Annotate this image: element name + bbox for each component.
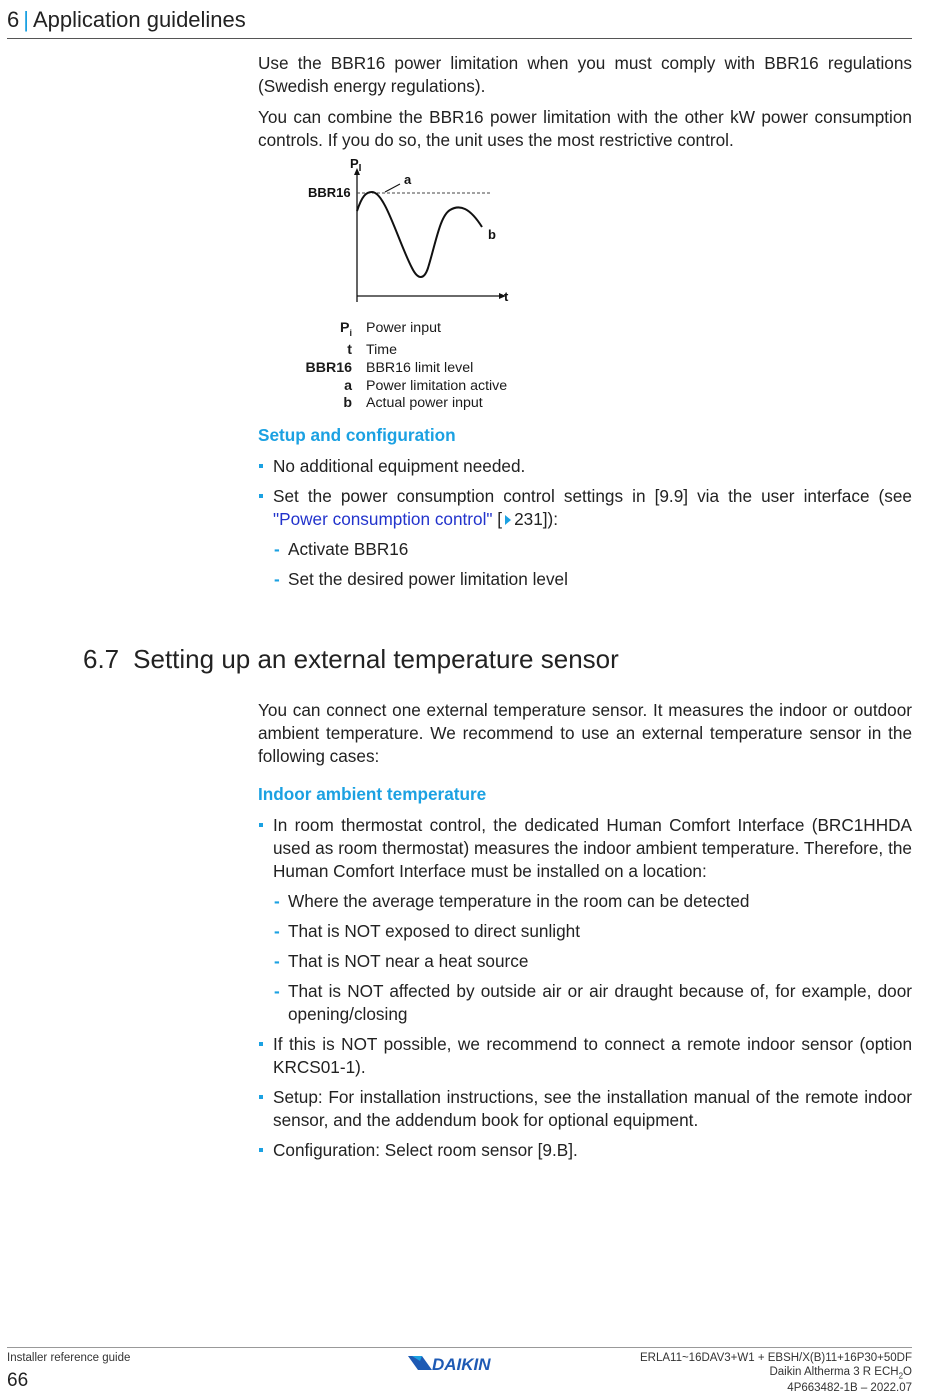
sensor-intro: You can connect one external temperature sensor. It measures the indoor or outdoor ambient temperature. We recommend to use an external temperature sensor in the following cases: bbox=[258, 700, 912, 766]
legend-key: a bbox=[344, 377, 352, 394]
header-separator: | bbox=[23, 7, 29, 32]
actual-power-curve bbox=[357, 192, 482, 277]
setup-heading: Setup and configuration bbox=[258, 425, 456, 445]
list-item: If this is NOT possible, we recommend to connect a remote indoor sensor (option KRCS01-1). bbox=[258, 1033, 912, 1079]
legend-row bbox=[300, 320, 507, 342]
legend-desc: Power limitation active bbox=[366, 377, 508, 394]
section-heading: Setting up an external temperature sensor bbox=[133, 644, 619, 674]
y-axis-label: $P_I$ bbox=[350, 156, 362, 174]
list-item: - That is NOT near a heat source bbox=[273, 950, 912, 973]
legend-row bbox=[300, 395, 507, 413]
chapter-number: 6 bbox=[7, 7, 20, 32]
legend-key: t bbox=[347, 342, 352, 359]
footer-divider bbox=[7, 1347, 912, 1348]
bbr16-limit-label: BBR16 bbox=[308, 185, 351, 200]
daikin-wordmark: DAIKIN bbox=[432, 1355, 491, 1374]
legend-desc: BBR16 limit level bbox=[366, 360, 474, 377]
list-item: - Activate BBR16 bbox=[273, 538, 912, 561]
intro-paragraph-1: Use the BBR16 power limitation when you must comply with BBR16 regulations (Swedish energy regulations). bbox=[258, 53, 912, 96]
bullet-text: [ bbox=[492, 509, 503, 529]
legend-key: P bbox=[340, 320, 350, 336]
list-item bbox=[258, 814, 912, 1026]
chapter-title: Application guidelines bbox=[32, 7, 246, 32]
model-line: ERLA11~16DAV3+W1 + EBSH/X(B)11+16P30+50DF bbox=[639, 1352, 912, 1364]
legend-desc: Actual power input bbox=[366, 395, 483, 412]
legend-row bbox=[300, 342, 507, 360]
bullet-text: Set the power consumption control settings in [9.9] via the user interface (see bbox=[273, 486, 912, 506]
marker-b-label: b bbox=[488, 227, 496, 242]
legend-desc: Time bbox=[366, 342, 398, 359]
setup-block bbox=[258, 423, 912, 598]
setup-sublist bbox=[273, 538, 912, 591]
product-name: Daikin Altherma 3 R $ECH_2O$ bbox=[769, 1365, 912, 1380]
doc-code: 4P663482-1B – 2022.07 bbox=[787, 1382, 912, 1395]
intro-paragraph-2: You can combine the BBR16 power limitation with the other kW power consumption controls. If you do so, the unit uses the most restrictive control. bbox=[258, 107, 912, 150]
setup-list bbox=[258, 455, 912, 591]
page-reference-icon bbox=[505, 515, 511, 525]
page-header bbox=[7, 4, 912, 39]
section-title bbox=[83, 642, 619, 676]
legend-key: BBR16 bbox=[305, 360, 352, 377]
list-item bbox=[258, 485, 912, 591]
list-item: - That is NOT exposed to direct sunlight bbox=[273, 920, 912, 943]
list-item: - That is NOT affected by outside air or air draught because of, for example, door opening/closing bbox=[273, 980, 912, 1026]
footer-doc-type: Installer reference guide bbox=[7, 1352, 131, 1364]
bullet-text: ]): bbox=[542, 509, 559, 529]
legend-row bbox=[300, 360, 507, 378]
legend-row bbox=[300, 378, 507, 396]
bbr16-power-figure bbox=[300, 156, 530, 308]
list-item: - Where the average temperature in the room can be detected bbox=[273, 890, 912, 913]
list-item: Configuration: Select room sensor [9.B]. bbox=[258, 1139, 912, 1162]
intro-block bbox=[258, 52, 912, 160]
daikin-logo bbox=[408, 1352, 512, 1374]
marker-a-leader bbox=[385, 184, 400, 192]
location-sublist bbox=[273, 890, 912, 1026]
indoor-ambient-heading: Indoor ambient temperature bbox=[258, 784, 487, 804]
list-item: Setup: For installation instructions, see the installation manual of the remote indoor sensor, and the addendum book for optional equipment. bbox=[258, 1086, 912, 1132]
power-consumption-control-link[interactable]: "Power consumption control" bbox=[273, 509, 493, 529]
legend-key-sub: i bbox=[349, 327, 352, 338]
sensor-block bbox=[258, 699, 912, 1169]
figure-legend bbox=[300, 320, 507, 413]
marker-a-label: a bbox=[404, 172, 412, 187]
section-number: 6.7 bbox=[83, 644, 120, 674]
legend-desc: Power input bbox=[366, 320, 441, 336]
legend-key: b bbox=[343, 395, 352, 412]
page-number: 66 bbox=[7, 1370, 29, 1391]
x-axis-label: t bbox=[504, 289, 509, 304]
sensor-list bbox=[258, 814, 912, 1162]
page-reference[interactable]: 231 bbox=[514, 509, 543, 529]
list-item: - Set the desired power limitation level bbox=[273, 568, 912, 591]
list-item: No additional equipment needed. bbox=[258, 455, 912, 478]
bullet-text: In room thermostat control, the dedicated Human Comfort Interface (BRC1HHDA used as room thermostat) measures the indoor ambient temperature. Therefore, the Human Comfort Interface must be installed on a location: bbox=[273, 815, 912, 881]
footer-product-info bbox=[640, 1352, 912, 1396]
